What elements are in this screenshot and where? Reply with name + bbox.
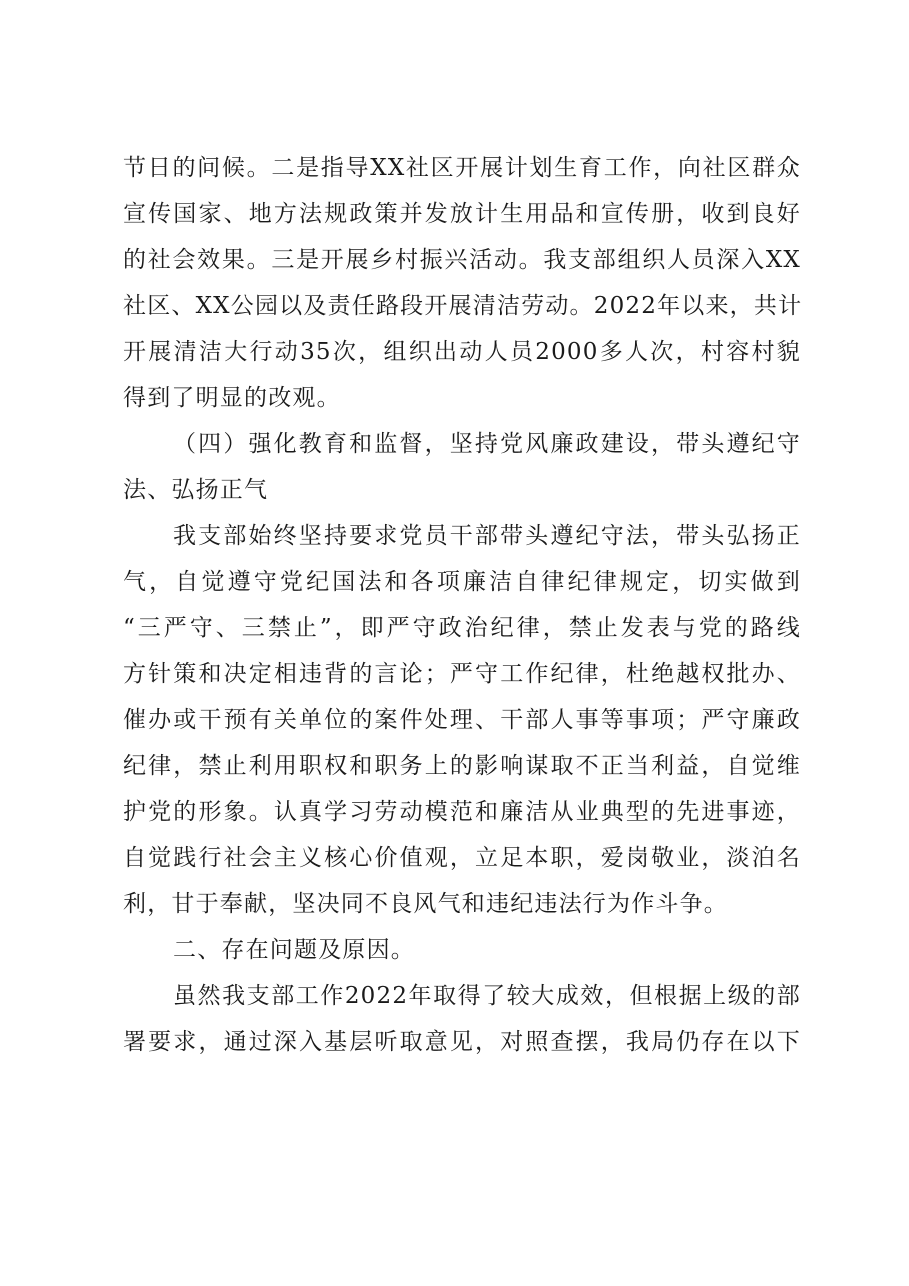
text-line: 纪律，禁止利用职权和职务上的影响谋取不正当利益，自觉维 (123, 753, 801, 779)
section-heading-two (123, 927, 801, 973)
text-line: 得到了明显的改观。 (123, 385, 341, 411)
paragraph-community-work (123, 145, 801, 421)
text-line: 社区、XX公园以及责任路段开展清洁劳动。2022年以来，共计 (123, 293, 803, 319)
text-line: 署要求，通过深入基层听取意见，对照查摆，我局仍存在以下 (123, 1029, 801, 1055)
text-line: 节日的问候。二是指导XX社区开展计划生育工作，向社区群众 (123, 155, 801, 181)
paragraph-discipline (123, 513, 801, 927)
paragraph-problems (123, 973, 801, 1065)
text-line: 方针策和决定相违背的言论；严守工作纪律，杜绝越权批办、 (123, 661, 801, 687)
text-line: 开展清洁大行动35次，组织出动人员2000多人次，村容村貌 (123, 339, 801, 365)
text-line: 催办或干预有关单位的案件处理、干部人事等事项；严守廉政 (123, 707, 801, 733)
text-line: 虽然我支部工作2022年取得了较大成效，但根据上级的部 (173, 983, 801, 1009)
text-line: 利，甘于奉献，坚决同不良风气和违纪违法行为作斗争。 (123, 891, 728, 917)
text-line: 气，自觉遵守党纪国法和各项廉洁自律纪律规定，切实做到 (123, 569, 801, 595)
text-line: 宣传国家、地方法规政策并发放计生用品和宣传册，收到良好 (123, 201, 801, 227)
text-line: 二、存在问题及原因。 (173, 937, 415, 963)
document-body (123, 145, 801, 1065)
text-line: 自觉践行社会主义核心价值观，立足本职，爱岗敬业，淡泊名 (123, 845, 801, 871)
section-heading-four (123, 421, 801, 513)
text-line: 护党的形象。认真学习劳动模范和廉洁从业典型的先进事迹， (123, 799, 801, 825)
text-line: “三严守、三禁止”，即严守政治纪律，禁止发表与党的路线 (123, 615, 801, 641)
text-line: （四）强化教育和监督，坚持党风廉政建设，带头遵纪守 (173, 431, 801, 457)
text-line: 的社会效果。三是开展乡村振兴活动。我支部组织人员深入XX (123, 247, 801, 273)
text-line: 我支部始终坚持要求党员干部带头遵纪守法，带头弘扬正 (173, 523, 801, 549)
text-line: 法、弘扬正气 (123, 477, 269, 503)
